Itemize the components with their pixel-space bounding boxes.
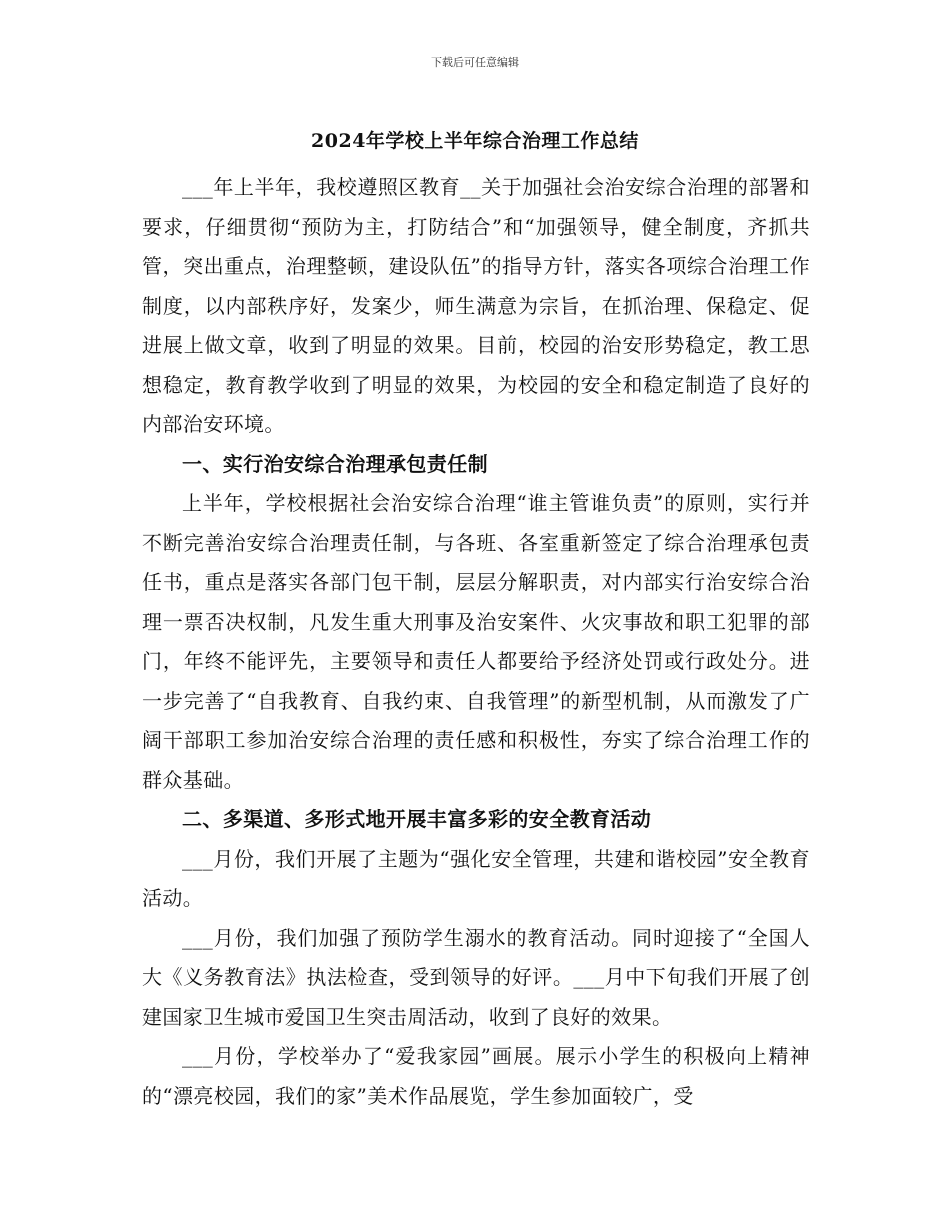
document-title: 2024年学校上半年综合治理工作总结 <box>311 130 639 152</box>
section-2-heading: 二、多渠道、多形式地开展丰富多彩的安全教育活动 <box>182 807 652 831</box>
section-1-paragraph: 上半年，学校根据社会治安综合治理“谁主管谁负责”的原则，实行并不断完善治安综合治理责任制，与各班、各室重新签定了综合治理承包责任书，重点是落实各部门包干制，层层分解职责，对内部实行治安综合治理一票否决权制，凡发生重大刑事及治安案件、火灾事故和职工犯罪的部门，年终不能评先，主要领导和责任人都要给予经济处罚或行政处分。进一步完善了“自我教育、自我约束、自我管理”的新型机制，从而激发了广阔干部职工参加治安综合治理的责任感和积极性，夯实了综合治理工作的群众基础。 <box>142 491 810 792</box>
section-2-paragraph-2: ___月份，我们加强了预防学生溺水的教育活动。同时迎接了“全国人大《义务教育法》执法检查，受到领导的好评。___月中下旬我们开展了创建国家卫生城市爱国卫生突击周活动，收到了良好的效果。 <box>142 925 810 1029</box>
section-2-paragraph-3: ___月份，学校举办了“爱我家园”画展。展示小学生的积极向上精神的“漂亮校园，我们的家”美术作品展览，学生参加面较广，受 <box>142 1044 810 1108</box>
section-2-paragraph-1: ___月份，我们开展了主题为“强化安全管理，共建和谐校园”安全教育活动。 <box>142 846 810 910</box>
intro-paragraph: ___年上半年，我校遵照区教育__关于加强社会治安综合治理的部署和要求，仔细贯彻“预防为主，打防结合”和“加强领导，健全制度，齐抓共管，突出重点，治理整顿，建设队伍”的指导方针，落实各项综合治理工作制度，以内部秩序好，发案少，师生满意为宗旨，在抓治理、保稳定、促进展上做文章，收到了明显的效果。目前，校园的治安形势稳定，教工思想稳定，教育教学收到了明显的效果，为校园的安全和稳定制造了良好的内部治安环境。 <box>142 175 810 436</box>
section-1-heading: 一、实行治安综合治理承包责任制 <box>182 451 488 476</box>
header-note: 下载后可任意编辑 <box>431 56 519 69</box>
document-body <box>142 168 810 1116</box>
